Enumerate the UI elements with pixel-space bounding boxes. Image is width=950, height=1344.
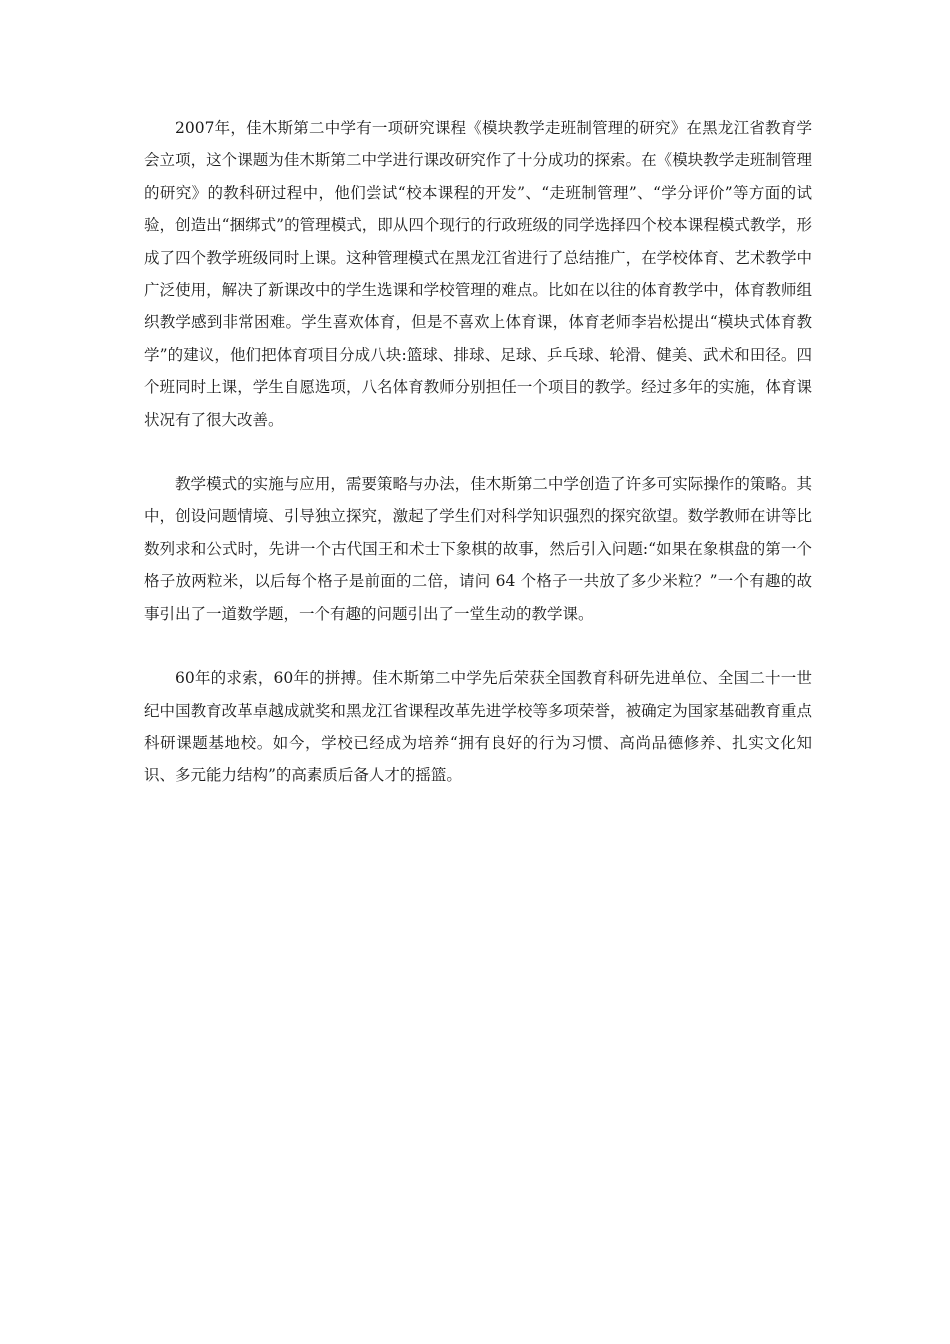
document-body [144,112,812,824]
paragraph-achievements: 60年的求索，60年的拼搏。佳木斯第二中学先后荣获全国教育科研先进单位、全国二十一世纪中国教育改革卓越成就奖和黑龙江省课程改革先进学校等多项荣誉，被确定为国家基础教育重点科研课题基地校。如今，学校已经成为培养“拥有良好的行为习惯、高尚品德修养、扎实文化知识、多元能力结构”的高素质后备人才的摇篮。 [144,669,812,785]
paragraph-school-reform: 2007年，佳木斯第二中学有一项研究课程《模块教学走班制管理的研究》在黑龙江省教育学会立项，这个课题为佳木斯第二中学进行课改研究作了十分成功的探索。在《模块教学走班制管理的研究》的教科研过程中，他们尝试“校本课程的开发”、“走班制管理”、“学分评价”等方面的试验，创造出“捆绑式”的管理模式，即从四个现行的行政班级的同学选择四个校本课程模式教学，形成了四个教学班级同时上课。这种管理模式在黑龙江省进行了总结推广，在学校体育、艺术教学中广泛使用，解决了新课改中的学生选课和学校管理的难点。比如在以往的体育教学中，体育教师组织教学感到非常困难。学生喜欢体育，但是不喜欢上体育课，体育老师李岩松提出“模块式体育教学”的建议，他们把体育项目分成八块:篮球、排球、足球、乒乓球、轮滑、健美、武术和田径。四个班同时上课，学生自愿选项，八名体育教师分别担任一个项目的教学。经过多年的实施，体育课状况有了很大改善。 [144,119,812,429]
paragraph-teaching-strategy: 教学模式的实施与应用，需要策略与办法，佳木斯第二中学创造了许多可实际操作的策略。其中，创设问题情境、引导独立探究，激起了学生们对科学知识强烈的探究欲望。数学教师在讲等比数列求和公式时，先讲一个古代国王和术士下象棋的故事，然后引入问题:“如果在象棋盘的第一个格子放两粒米，以后每个格子是前面的二倍，请问 64 个格子一共放了多少米粒？”一个有趣的故事引出了一道数学题，一个有趣的问题引出了一堂生动的教学课。 [144,475,812,623]
